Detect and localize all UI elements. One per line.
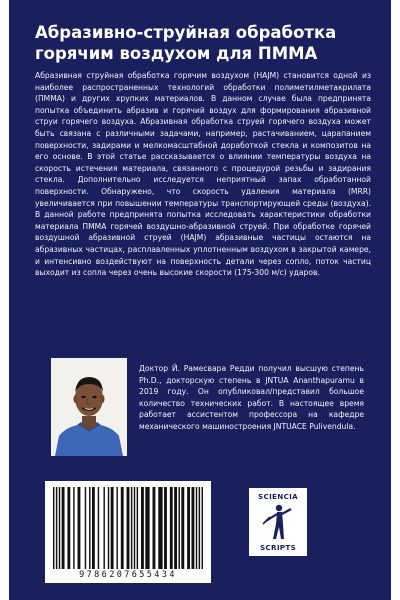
author-bio: Доктор Й. Рамесвара Редди получил высшую степень Ph.D., докторскую степень в JNTUA Ananthapuramu в 2019 году. Он опубликовал/представил большое количество технических работ. В настоящее время работает ассистентом профессора на кафедре механического машиностроения JNTUACE Pulivendula. bbox=[139, 364, 364, 431]
scientist-figure-icon bbox=[262, 503, 294, 541]
author-photo bbox=[51, 358, 127, 456]
author-portrait-image bbox=[51, 358, 127, 456]
publisher-name-line2: SCRIPTS bbox=[259, 543, 297, 552]
book-abstract: Абразивная струйная обработка горячим воздухом (HAJM) становится одной из наиболее распространенных технологий обработки полиметилметакрилата (ПММА) и других хрупких материалов. В данном случае была предпринята попытка объединить абразив и горячий воздух для формирования абразивной струи горячего воздуха. Абразивная обработка струей горячего воздуха может быть связана с различными задачами, например, растачиванием, царапанием поверхности, задирами и мелкомасштабной доработкой стекла и композитов на его основе. В этой статье рассказывается о влиянии температуры воздуха на скорость истечения материала, связанного с процедурой резьбы и задирания стекла. Дополнительно исследуется неприятный запах обработанной поверхности. Обнаружено, что скорость удаления материала (MRR) увеличивается при повышении температуры транспортирующей среды (воздуха). В данной работе предпринята попытка исследовать характеристики обработки материала ПММА горячей воздушно-абразивной струей. При обработке горячей воздушной абразивной струей (HAJM) абразивные частицы остаются на абразивных частицах, расплавленных уплотненным воздухом в закрытой камере, и интенсивно воздействуют на поверхность детали через сопло, поток частиц выходит из сопла через очень высокие скорости (175-300 м/с) ударов. bbox=[35, 71, 371, 278]
publisher-name-line1: SCIENCIA bbox=[258, 492, 298, 501]
back-cover bbox=[9, 0, 391, 600]
isbn-number: 9786207655434 bbox=[79, 570, 177, 580]
isbn-barcode bbox=[45, 481, 211, 583]
book-title: Абразивно-струйная обработка горячим воздухом для ПММА bbox=[35, 23, 337, 63]
publisher-logo bbox=[249, 488, 307, 556]
barcode-bars bbox=[53, 487, 203, 569]
